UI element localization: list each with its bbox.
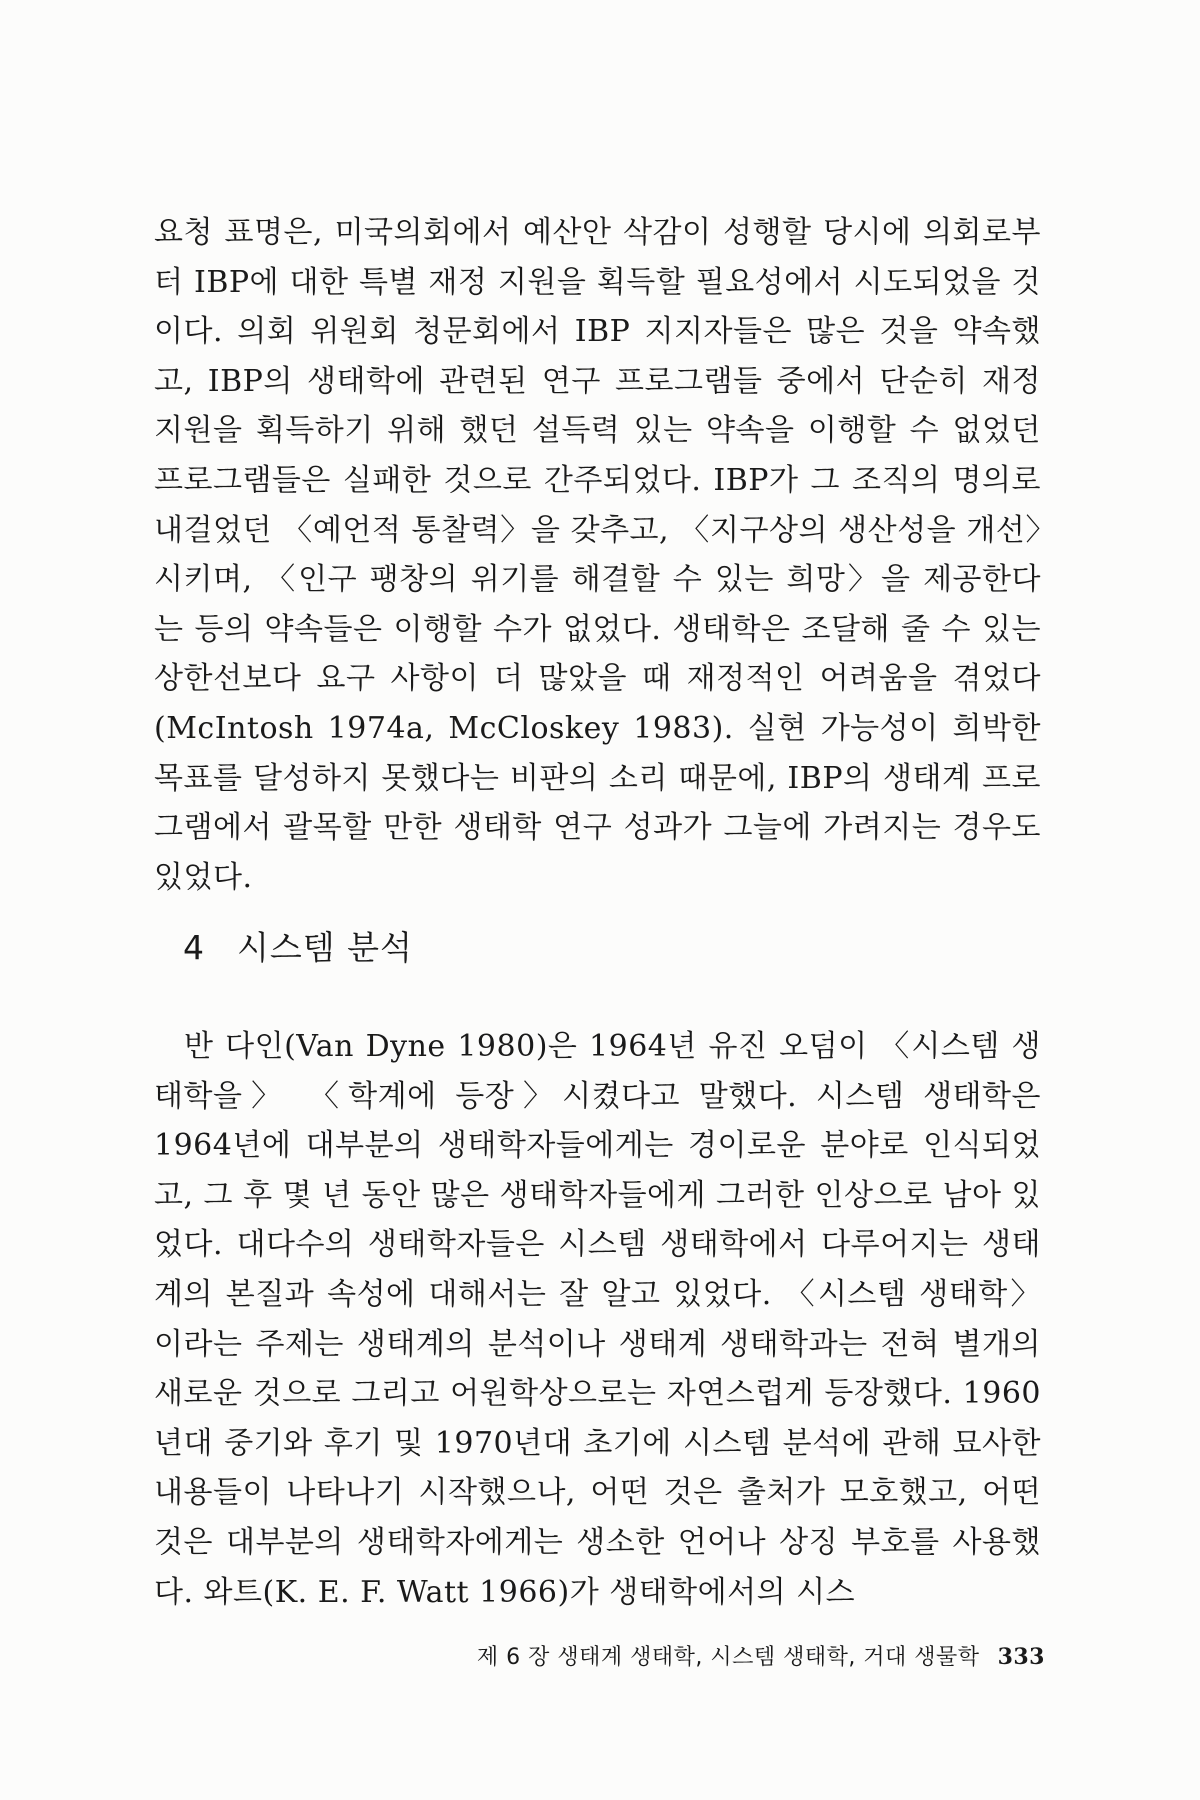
page-number: 333 (997, 1644, 1045, 1670)
section-number: 4 (183, 928, 205, 967)
section-heading (183, 928, 413, 968)
section-title: 시스템 분석 (237, 928, 413, 967)
page-footer (477, 1642, 1045, 1673)
running-title: 제 6 장 생태계 생태학, 시스템 생태학, 거대 생물학 (476, 1645, 980, 1670)
body-paragraph-systems-analysis: 반 다인(Van Dyne 1980)은 1964년 유진 오덤이 〈시스템 생태학을〉 〈학계에 등장〉시켰다고 말했다. 시스템 생태학은 1964년에 대부분의 생태학자들에게는 경이로운 분야로 인식되었고, 그 후 몇 년 동안 많은 생태학자들에게 그러한 인상으로 남아 있었다. 대다수의 생태학자들은 시스템 생태학에서 다루어지는 생태계의 본질과 속성에 대해서는 잘 알고 있었다. 〈시스템 생태학〉이라는 주제는 생태계의 분석이나 생태계 생태학과는 전혀 별개의 새로운 것으로 그리고 어원학상으로는 자연스럽게 등장했다. 1960년대 중기와 후기 및 1970년대 초기에 시스템 분석에 관해 묘사한 내용들이 나타나기 시작했으나, 어떤 것은 출처가 모호했고, 어떤 것은 대부분의 생태학자에게는 생소한 언어나 상징 부호를 사용했다. 와트(K. E. F. Watt 1966)가 생태학에서의 시스 (154, 1029, 1041, 1610)
body-paragraph-ibp: 요청 표명은, 미국의회에서 예산안 삭감이 성행할 당시에 의회로부터 IBP에 대한 특별 재정 지원을 획득할 필요성에서 시도되었을 것이다. 의회 위원회 청문회에서 IBP 지지자들은 많은 것을 약속했고, IBP의 생태학에 관련된 연구 프로그램들 중에서 단순히 재정 지원을 획득하기 위해 했던 설득력 있는 약속을 이행할 수 없었던 프로그램들은 실패한 것으로 간주되었다. IBP가 그 조직의 명의로 내걸었던 〈예언적 통찰력〉을 갖추고, 〈지구상의 생산성을 개선〉시키며, 〈인구 팽창의 위기를 해결할 수 있는 희망〉을 제공한다는 등의 약속들은 이행할 수가 없었다. 생태학은 조달해 줄 수 있는 상한선보다 요구 사항이 더 많았을 때 재정적인 어려움을 겪었다(McIntosh 1974a, McCloskey 1983). 실현 가능성이 희박한 목표를 달성하지 못했다는 비판의 소리 때문에, IBP의 생태계 프로그램에서 괄목할 만한 생태학 연구 성과가 그늘에 가려지는 경우도 있었다. (154, 215, 1041, 895)
